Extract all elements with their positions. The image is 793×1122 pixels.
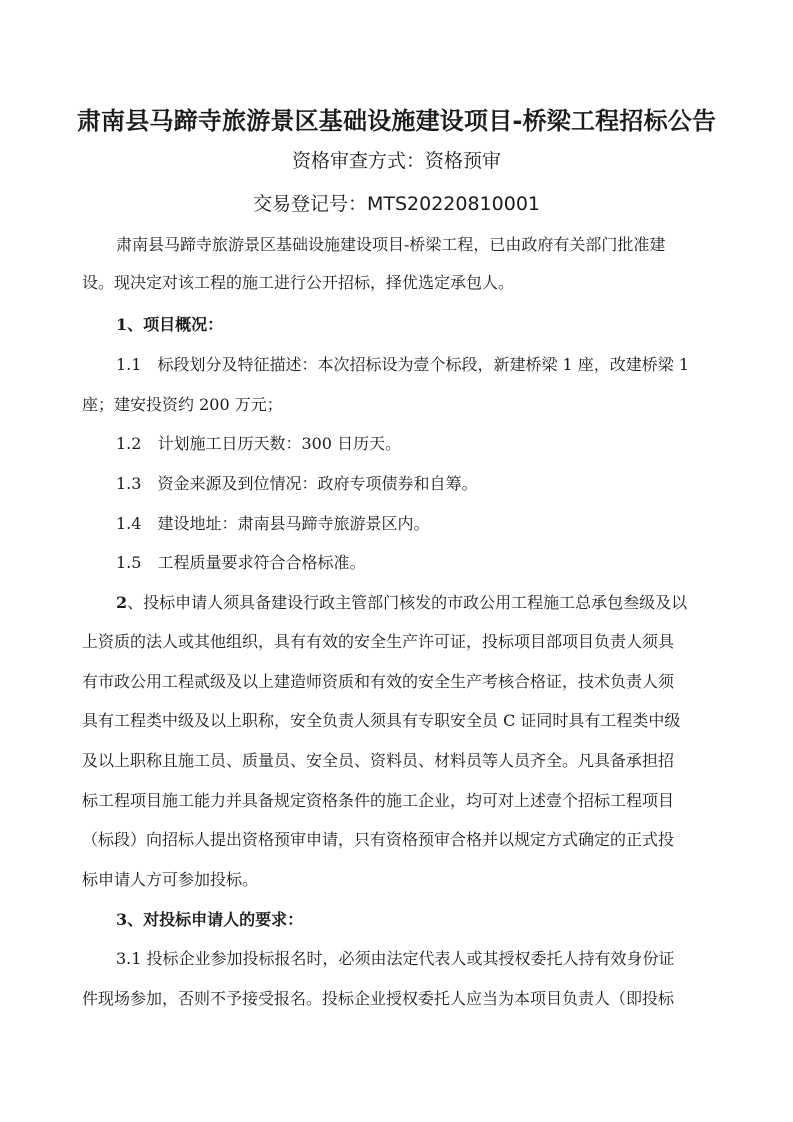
page-title-text: 肃南县马蹄寺旅游景区基础设施建设项目-桥梁工程招标公告 [76,107,717,135]
section-1-heading: 1、项目概况： [116,315,224,334]
section-2-text: 、投标申请人须具备建设行政主管部门核发的市政公用工程施工总承包叁级及以 [127,593,688,612]
item-1-1-line-2: 座；建安投资约 200 万元； [82,395,283,414]
item-1-1-line-1: 1.1 标段划分及特征描述：本次招标设为壹个标段，新建桥梁 1 座，改建桥梁 1 [116,355,690,374]
item-1-5: 1.5 工程质量要求符合合格标准。 [116,553,366,572]
section-2-line-2: 上资质的法人或其他组织，具有有效的安全生产许可证，投标项目部项目负责人须具 [82,632,675,651]
registration-number: 交易登记号：MTS20220810001 [252,193,541,215]
intro-line-1: 肃南县马蹄寺旅游景区基础设施建设项目-桥梁工程，已由政府有关部门批准建 [116,235,666,254]
intro-line-2: 设。现决定对该工程的施工进行公开招标，择优选定承包人。 [82,273,515,292]
section-3-heading: 3、对投标申请人的要求： [116,910,304,929]
section-2-line-5: 及以上职称且施工员、质量员、安全员、资料员、材料员等人员齐全。凡具备承担招 [82,751,675,770]
section-2-line-4: 具有工程类中级及以上职称，安全负责人须具有专职安全员 C 证同时具有工程类中级 [82,711,681,730]
section-3-line-1: 3.1 投标企业参加投标报名时，必须由法定代表人或其授权委托人持有效身份证 [116,949,675,968]
qualification-method: 资格审查方式：资格预审 [291,150,501,172]
section-2-line-6: 标工程项目施工能力并具备规定资格条件的施工企业，均可对上述壹个招标工程项目 [82,791,675,810]
section-2-line-1 [116,591,687,615]
section-2-line-7: （标段）向招标人提出资格预审申请，只有资格预审合格并以规定方式确定的正式投 [82,830,675,849]
page-title [0,103,793,139]
item-1-2: 1.2 计划施工日历天数：300 日历天。 [116,434,402,453]
section-2-line-8: 标申请人方可参加投标。 [82,870,259,889]
section-2-line-3: 有市政公用工程贰级及以上建造师资质和有效的安全生产考核合格证，技术负责人须 [82,672,675,691]
item-1-4: 1.4 建设地址：肃南县马蹄寺旅游景区内。 [116,514,430,533]
item-1-3: 1.3 资金来源及到位情况：政府专项债券和自筹。 [116,474,478,493]
section-3-line-2: 件现场参加，否则不予接受报名。投标企业授权委托人应当为本项目负责人（即投标 [82,989,675,1008]
section-2-number: 2 [116,593,128,612]
